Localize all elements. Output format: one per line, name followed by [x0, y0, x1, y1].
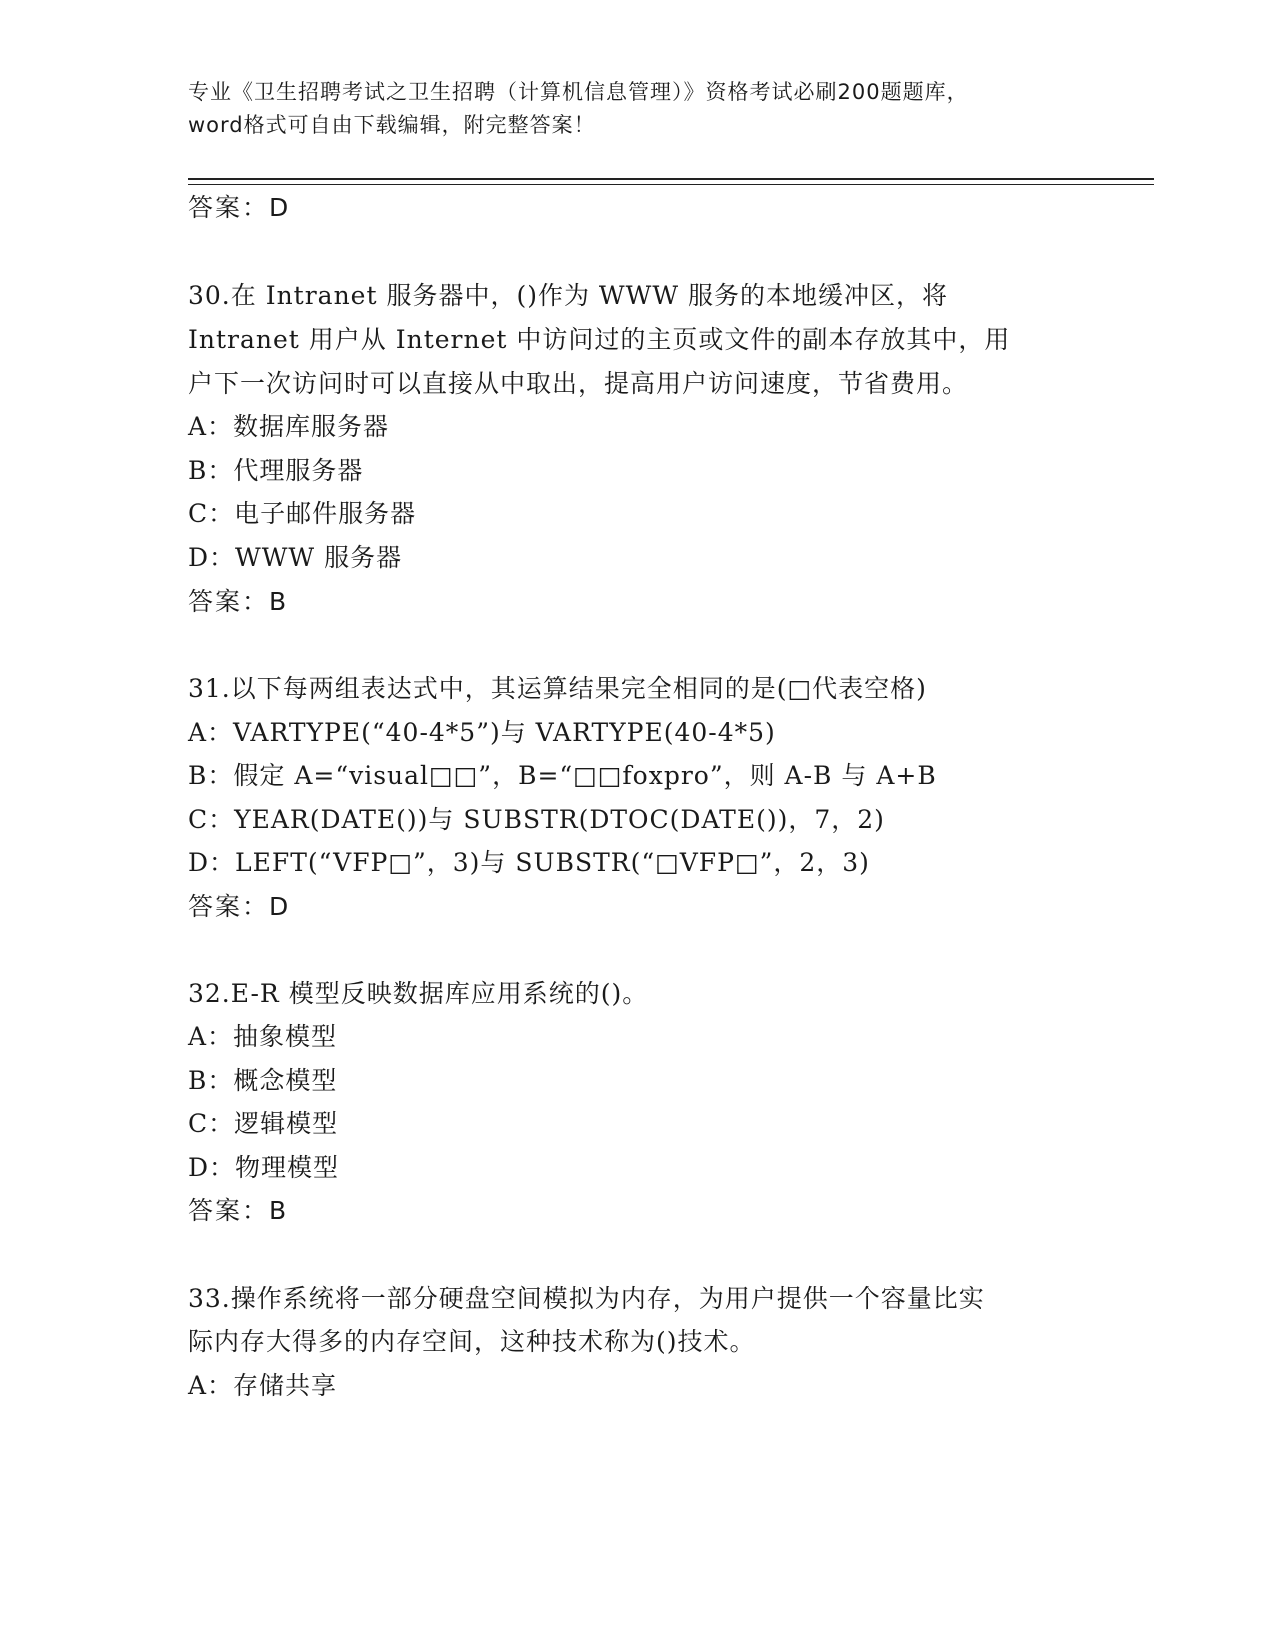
question-32-option-d: D：物理模型	[188, 1153, 340, 1182]
question-30-line-3: 户下一次访问时可以直接从中取出，提高用户访问速度，节省费用。	[188, 369, 969, 398]
header-divider-thin	[188, 184, 1154, 185]
question-30-line-1: 30.在 Intranet 服务器中，()作为 WWW 服务的本地缓冲区，将	[188, 281, 948, 310]
question-31-option-d: D：LEFT(“VFP□”，3)与 SUBSTR(“□VFP□”，2，3)	[188, 848, 870, 877]
answer-31: 答案：D	[188, 892, 291, 921]
question-30-option-d: D：WWW 服务器	[188, 543, 403, 572]
header-divider-thick	[188, 178, 1154, 180]
question-33-line-2: 际内存大得多的内存空间，这种技术称为()技术。	[188, 1327, 756, 1356]
question-30-option-a: A：数据库服务器	[188, 412, 390, 441]
question-32-line-1: 32.E-R 模型反映数据库应用系统的()。	[188, 979, 649, 1008]
question-32-option-c: C：逻辑模型	[188, 1109, 339, 1138]
question-32-option-b: B：概念模型	[188, 1066, 338, 1095]
question-30-line-2: Intranet 用户从 Internet 中访问过的主页或文件的副本存放其中，用	[188, 325, 1011, 354]
document-header	[188, 76, 1088, 142]
question-32-option-a: A：抽象模型	[188, 1022, 338, 1051]
answer-30: 答案：B	[188, 587, 289, 616]
question-30-option-c: C：电子邮件服务器	[188, 499, 417, 528]
question-33-option-a: A：存储共享	[188, 1371, 338, 1400]
question-31-option-c: C：YEAR(DATE())与 SUBSTR(DTOC(DATE())，7，2)	[188, 805, 885, 834]
question-33-line-1: 33.操作系统将一部分硬盘空间模拟为内存，为用户提供一个容量比实	[188, 1284, 985, 1313]
question-31-option-b: B：假定 A=“visual□□”，B=“□□foxpro”，则 A-B 与 A+B	[188, 761, 937, 790]
question-30-option-b: B：代理服务器	[188, 456, 364, 485]
question-31-line-1: 31.以下每两组表达式中，其运算结果完全相同的是(□代表空格)	[188, 674, 927, 703]
question-31-option-a: A：VARTYPE(“40-4*5”)与 VARTYPE(40-4*5)	[188, 718, 776, 747]
answer-32: 答案：B	[188, 1196, 289, 1225]
answer-29: 答案：D	[188, 193, 291, 222]
header-line-2: word格式可自由下载编辑，附完整答案！	[188, 113, 596, 137]
header-line-1: 专业《卫生招聘考试之卫生招聘（计算机信息管理）》资格考试必刷200题题库，	[188, 80, 969, 104]
